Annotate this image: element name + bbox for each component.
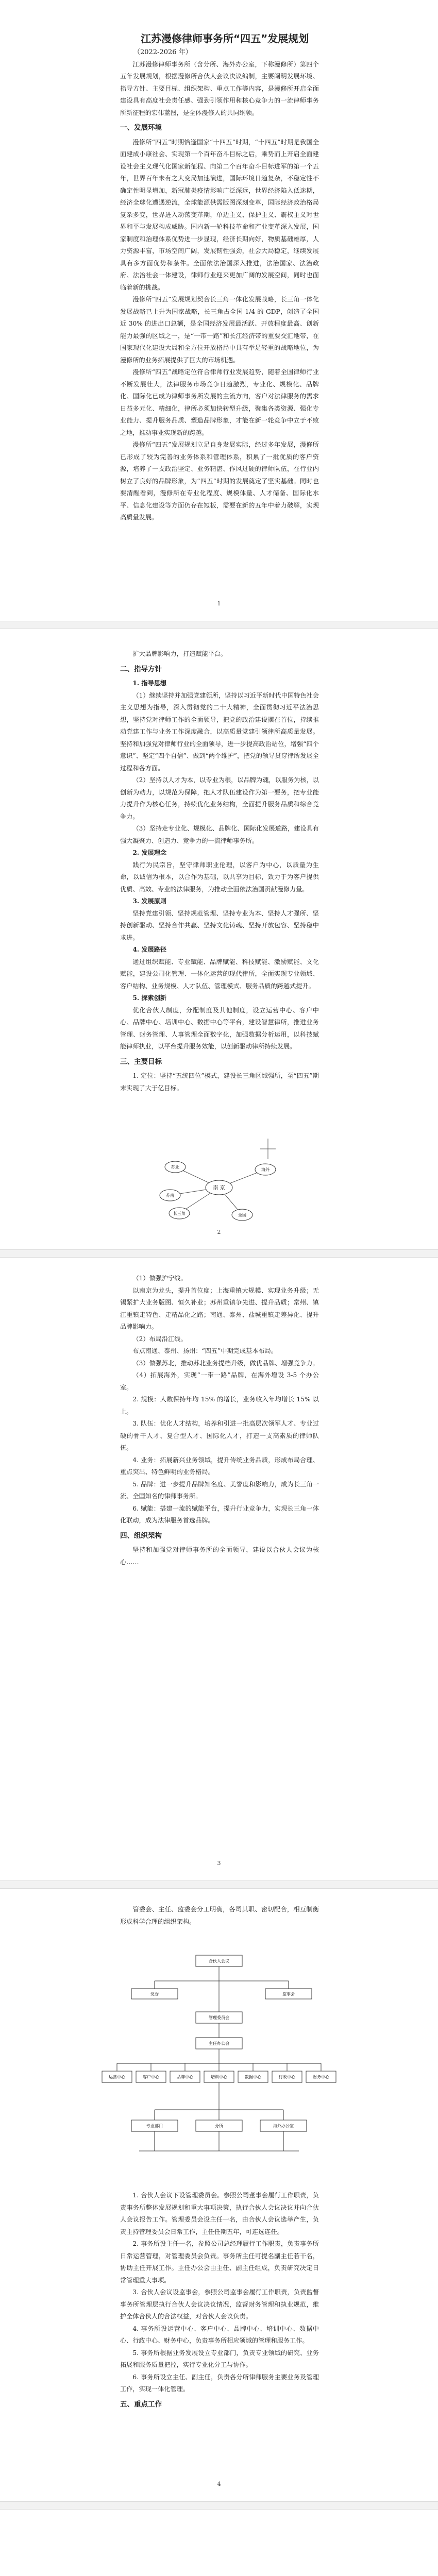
paragraph: 5. 品牌：进一步提升品牌知名度、美誉度和影响力，成为长三角一流、全国知名的律师事务所。	[120, 1480, 319, 1500]
diagram-marker	[260, 1139, 276, 1159]
paragraph: （1）继续坚持并加强党建领所，坚持以习近平新时代中国特色社会主义思想为指导，深入贯彻党的二十大精神，全面贯彻习近平法治思想，坚持党对律师工作的全面领导，把党的政治建设摆在首位，持续推动党建工作与业务工作深度融合，以高质量党建引领律所高质量发展。坚持和加强党对律师行业的全面领导，进一步提高政治站位，增强“四个意识”、坚定“四个自信”、做到“两个维护”，把党的领导贯穿律所发展全过程和各方面。	[120, 691, 319, 772]
org-chart	[0, 1945, 438, 2187]
paragraph: 5. 事务所根据业务发展设立专业部门，负责专业领域的研究、业务拓展和服务质量把控，实行专业化分工与协作。	[120, 2349, 319, 2368]
page-separator	[0, 1249, 438, 1258]
page-separator	[0, 2501, 438, 2510]
org-connector	[155, 2082, 283, 2110]
diagram-lines	[170, 1139, 276, 1215]
subsection-heading: 3. 发展原则	[132, 897, 167, 905]
document-subtitle: （2022-2026 年）	[133, 48, 192, 56]
org-bottom-node-label: 专业部门	[146, 2124, 163, 2128]
paragraph: 2. 事务所设主任一名，参照公司总经理履行工作职责，负责事务所日常运营管理，对管理委员会负责。事务所主任可提名副主任若干名，协助主任开展工作。主任办公会由主任、副主任组成，负责研究决定日常管理重大事项。	[120, 2240, 319, 2284]
page-3	[0, 1257, 438, 1880]
page-number: 1	[217, 600, 221, 607]
page-1	[0, 0, 438, 621]
document-title: 江苏漫修律师事务所“四五”发展规划	[141, 32, 309, 45]
paragraph: 漫修所“四五”发展规划契合长三角一体化发展战略，长三角一体化发展战略已上升为国家战略，长三角占全国 1/4 的 GDP，创造了全国近 30% 的进出口总额，是全国经济发展最活跃、开放程度最高、创新能力最强的区域之一，是“一带一路”和长江经济带的重要交汇地带，在国家现代化建设大局和全方位开放格局中具有举足轻重的战略地位，为漫修所的业务拓展提供了巨大的市场机遇。	[120, 296, 319, 364]
paragraph: 通过组织赋能、专业赋能、品牌赋能、科技赋能、激励赋能、文化赋能，建设公司化管理、一体化运营的现代律所，全面实现专业领域、客户结构、业务规模、人才队伍、管理模式、服务品质的跨越式提升。	[120, 958, 319, 990]
paragraph: 以南京为龙头，提升首位度；上海重镇大规模、实现业务升级；无锡紧扩大业务版图、恒久补业；苏州重镇争先进、提升品质；常州、镇江重镇走特色、走精品化之路；南通、泰州、盐城重镇走差异化、提升品牌影响力。	[120, 1286, 319, 1330]
org-center-node-label: 财务中心	[313, 2075, 329, 2079]
section-heading: 三、主要目标	[120, 1057, 162, 1066]
paragraph: 践行为民宗旨，坚守律师职业伦理，以客户为中心，以质量为生命，以诚信为根本，以合作为基础，以共享为目标，致力于为客户提供优质、高效、专业的法律服务，为推动全面依法治国贡献漫修力量。	[120, 861, 319, 893]
page-4-body	[120, 2190, 319, 2413]
org-branch-node-label: 党委	[150, 1992, 159, 1996]
subsection-heading: 2. 发展理念	[132, 849, 167, 856]
paragraph: 江苏漫修律师事务所（含分所、海外办公室，下称漫修所）第四个五年发展规划，根据漫修所合伙人会议决议编制，主要阐明发展环境、指导方针、主要目标、组织架构、重点工作等内容，是漫修所开启全面建设具有高度社会责任感、强劲引领作用和核心竞争力的一流律师事务所新征程的宏伟蓝图，是全体漫修人的共同纲领。	[120, 60, 319, 116]
paragraph: 6. 赋能：搭建一流的赋能平台，提升行业竞争力，实现长三角一体化联动，成为法律服务首选品牌。	[120, 1504, 319, 1524]
org-middle-node-label: 管理委员会	[209, 2015, 229, 2020]
org-center-node-label: 客户中心	[143, 2075, 159, 2079]
org-center-node-label: 培训中心	[211, 2075, 227, 2079]
page-1-body	[120, 31, 319, 524]
paragraph: （2）坚持以人才为本，以专业为根，以品牌为魂，以服务为核，以创新为动力，以规范为保障，把人才队伍建设作为第一要务，把专业能力提升作为核心任务，持续优化业务结构，全面提升服务品质和综合竞争力。	[120, 776, 319, 820]
paragraph: 3. 队伍：优化人才结构，培养和引进一批高层次领军人才、专业过硬的骨干人才、复合型人才、国际化人才，打造一支高素质的律师队伍。	[120, 1420, 319, 1451]
paragraph: （2）布局沿江线。	[132, 1335, 187, 1343]
diagram-center-label: 南 京	[213, 1185, 225, 1191]
subsection-heading: 4. 发展路径	[132, 946, 167, 953]
paragraph: 漫修所“四五”发展规划立足自身发展实际，经过多年发展，漫修所已形成了较为完善的业务体系和管理体系，积累了一批优质的客户资源，培养了一支政治坚定、业务精湛、作风过硬的律师队伍，在行业内树立了良好的品牌形象，为“四五”时期的发展奠定了坚实基础。同时也要清醒看到，漫修所在专业化程度、规模体量、人才储备、国际化水平、信息化建设等方面仍存在短板，需要在新的五年中着力破解，实现高质量发展。	[120, 441, 319, 521]
paragraph: （4）拓展海外，实现“一带一路”品牌，在海外增设 3-5 个办公室。	[120, 1371, 319, 1391]
page-4-top-content	[120, 1904, 319, 1928]
subsection-heading: 1. 指导思想	[132, 680, 167, 687]
paragraph: 坚持和加强党对律师事务所的全面领导，建设以合伙人会议为核心……	[120, 1546, 319, 1566]
page-number: 4	[217, 2481, 221, 2487]
paragraph: 3. 合伙人会议设监事会，参照公司监事会履行工作职责，负责监督事务所管理层执行合伙人会议决议情况，监督财务管理和执业规范，维护全体合伙人的合法权益，对合伙人会议负责。	[120, 2289, 319, 2320]
page-number: 2	[217, 1229, 221, 1235]
section-heading: 五、重点工作	[120, 2400, 162, 2409]
paragraph: 1. 定位：坚持“五统四位”模式，建设长三角区域强所，至“四五”期末实现了大于亿目标。	[120, 1072, 319, 1092]
paragraph: 1. 合伙人会议下设管理委员会。参照公司董事会履行工作职责，负责事务所整体发展规划和重大事项决策，执行合伙人会议决议并向合伙人会议报告工作。管理委员会设主任一名，由合伙人会议选举产生，负责主持管理委员会日常工作，主任任期五年，可连选连任。	[120, 2192, 319, 2235]
paragraph: 坚持党建引领、坚持规范管理、坚持专业为本、坚持人才强所、坚持创新驱动、坚持合作共赢、坚持文化铸魂、坚持开放包容、坚持稳中求进。	[120, 909, 319, 941]
page-5	[0, 2509, 438, 2576]
section-heading: 四、组织架构	[120, 1531, 162, 1540]
paragraph: 扩大品牌影响力，打造赋能平台。	[132, 650, 227, 657]
page-4-top	[120, 1904, 319, 1928]
paragraph: 4. 业务：拓展新兴业务领域，提升传统业务品质，形成布局合理、重点突出、特色鲜明的业务格局。	[120, 1456, 319, 1476]
page-separator	[0, 621, 438, 629]
page-4	[0, 1888, 438, 2501]
org-middle-node-label: 主任办公会	[209, 2041, 229, 2046]
page-separator	[0, 1880, 438, 1889]
paragraph: （1）做强沪宁线。	[132, 1275, 187, 1282]
paragraph: （3）坚持走专业化、规模化、品牌化、国际化发展道路，建设具有强大凝聚力、创造力、竞争力的一流律师事务所。	[120, 825, 319, 844]
org-center-node-label: 运营中心	[109, 2075, 125, 2079]
page-3-body	[120, 1273, 319, 1568]
page-number: 3	[217, 1860, 221, 1867]
paragraph: 漫修所“四五”时期恰逢国家“十四五”时期，“十四五”时期是我国全面建成小康社会、实现第一个百年奋斗目标之后，乘势而上开启全面建设社会主义现代化国家新征程、向第二个百年奋斗目标进军的第一个五年，世界百年未有之大变局加速演进，国际环境日趋复杂，不稳定性不确定性明显增加，新冠肺炎疫情影响广泛深远，世界经济陷入低迷期，经济全球化遭遇逆流，全球能源供需版图深刻变革，国际经济政治格局复杂多变，世界进入动荡变革期，单边主义、保护主义、霸权主义对世界和平与发展构成威胁。国内新一轮科技革命和产业变革深入发展，国家制度和治理体系优势进一步显现，经济长期向好，物质基础雄厚，人力资源丰富，市场空间广阔，发展韧性强劲，社会大局稳定，继续发展具有多方面优势和条件。全面依法治国深入推进，法治国家、法治政府、法治社会一体建设，律师行业迎来更加广阔的发展空间，同时也面临着新的挑战。	[120, 138, 319, 291]
regional-diagram	[0, 1128, 438, 1242]
page-2-content	[120, 648, 319, 1094]
paragraph: 2. 规模：人数保持年均 15% 的增长，业务收入年均增长 15% 以上。	[120, 1396, 319, 1415]
org-bottom-node-label: 分所	[215, 2124, 223, 2128]
org-connector	[139, 2131, 299, 2151]
diagram-node-label: 苏南	[166, 1193, 174, 1198]
paragraph: 漫修所“四五”战略定位符合律师行业发展趋势，随着全国律师行业不断发展壮大，法律服务市场竞争日趋激烈，专业化、规模化、品牌化、国际化已成为律师事务所发展的主流方向，客户对法律服务的需求日益多元化、精细化，律所必须加快转型升级，聚集各类资源、强化专业能力、提升服务品质、塑造品牌形象，才能在新一轮竞争中立于不败之地，推动事业实现新的跨越。	[120, 368, 319, 436]
paragraph: 6. 事务所设立主任、副主任，负责各分所律师服务主要业务及管理工作，实现一体化管理。	[120, 2373, 319, 2393]
paragraph: （3）做强苏北，推动苏北业务提档升级，做优品牌、增强竞争力。	[132, 1359, 319, 1367]
diagram-node-label: 长三角	[173, 1211, 186, 1216]
page-3-content	[120, 1273, 319, 1568]
paragraph: 4. 事务所设运营中心、客户中心、品牌中心、培训中心、数据中心、行政中心、财务中心，负责事务所相应领域的管理和服务工作。	[120, 2325, 319, 2344]
org-branch-node-label: 监事会	[282, 1992, 295, 1996]
org-center-node-label: 品牌中心	[177, 2075, 193, 2079]
subsection-heading: 5. 探索创新	[132, 994, 167, 1002]
org-bottom-node-label: 海外办公室	[273, 2124, 294, 2128]
page-4-content	[120, 2190, 319, 2411]
page-2-body	[120, 648, 319, 1094]
paragraph: 布点南通、泰州、扬州：“四五”中期完成基本布局。	[132, 1347, 277, 1354]
diagram-node-label: 苏北	[171, 1165, 179, 1170]
section-heading: 一、发展环境	[120, 124, 162, 132]
section-heading: 二、指导方针	[120, 665, 162, 673]
diagram-nodes	[160, 1161, 276, 1221]
paragraph: 优化合伙人制度，分配制度及其他制度，设立运营中心、客户中心、品牌中心、培训中心、数据中心等平台，建设智慧律所，推进业务管理、财务管理、人事管理全面数字化，加强数据分析运用，以科技赋能律师执业，以平台提升服务效能，以创新驱动律所持续发展。	[120, 1006, 319, 1050]
diagram-node-label: 海外	[261, 1167, 269, 1172]
org-top-node-label: 合伙人会议	[209, 1959, 229, 1963]
paragraph: 管委会、主任、监委会分工明确，各司其职、密切配合，相互制衡形成科学合理的组织架构。	[120, 1906, 319, 1925]
diagram-node-label: 全国	[238, 1213, 246, 1217]
org-center-node-label: 数据中心	[245, 2075, 261, 2079]
org-center-node-label: 行政中心	[279, 2075, 295, 2079]
page-2	[0, 629, 438, 1249]
page-1-content	[120, 59, 319, 524]
